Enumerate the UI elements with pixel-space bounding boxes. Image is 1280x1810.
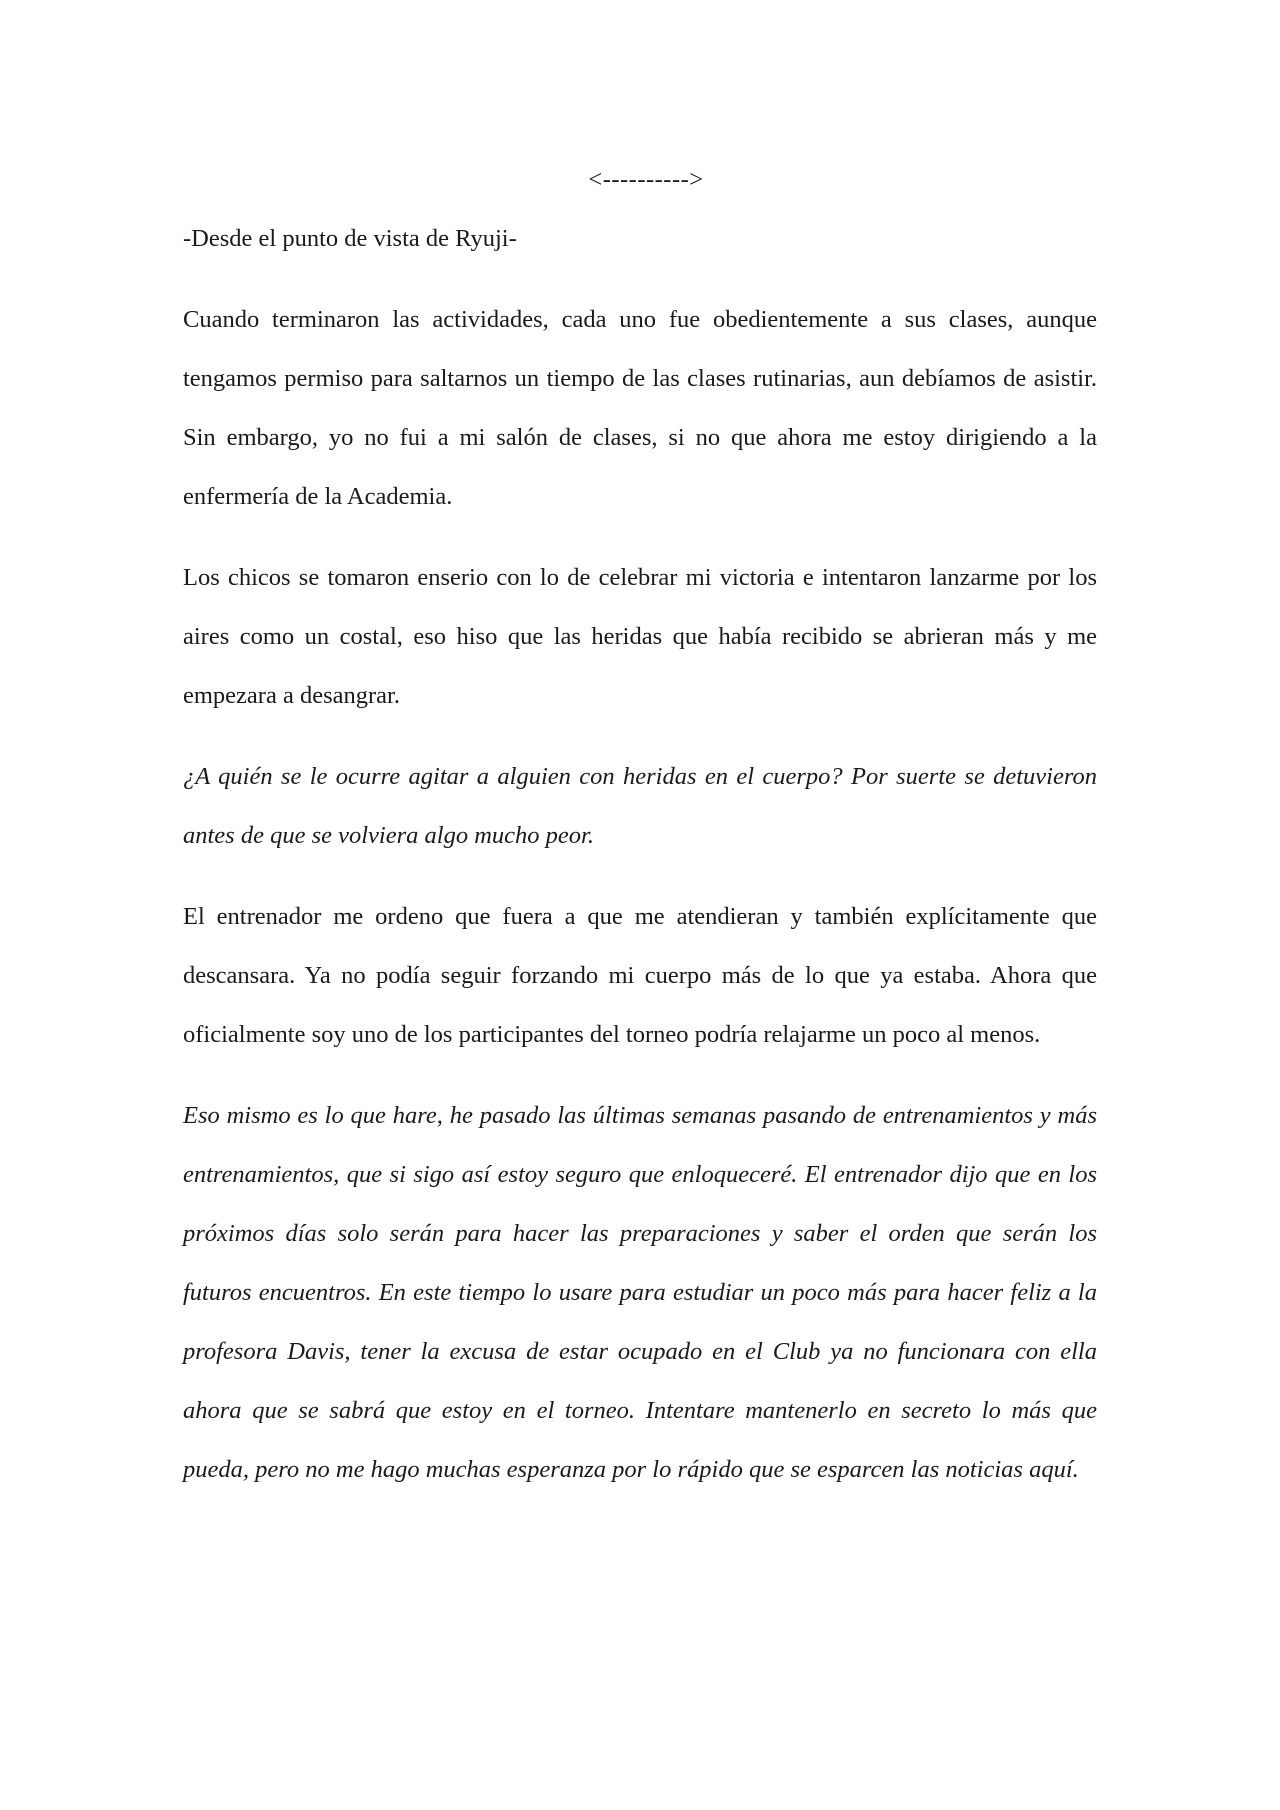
section-separator: <----------> (588, 166, 704, 193)
paragraph-2: Los chicos se tomaron enserio con lo de celebrar mi victoria e intentaron lanzarme por los aires como un costal, eso hiso que las heridas que había recibido se abrieran más y me empezara a desangrar. (183, 564, 1097, 709)
paragraph-1: Cuando terminaron las actividades, cada uno fue obedientemente a sus clases, aunque tengamos permiso para saltarnos un tiempo de las clases rutinarias, aun debíamos de asistir. Sin embargo, yo no fui a mi salón de clases, si no que ahora me estoy dirigiendo a la enfermería de la Academia. (183, 306, 1097, 510)
paragraph-4: El entrenador me ordeno que fuera a que me atendieran y también explícitamente que descansara. Ya no podía seguir forzando mi cuerpo más de lo que ya estaba. Ahora que oficialmente soy uno de los participantes del torneo podría relajarme un poco al menos. (183, 903, 1097, 1048)
paragraph-5-thought: Eso mismo es lo que hare, he pasado las últimas semanas pasando de entrenamientos y más entrenamientos, que si sigo así estoy seguro que enloqueceré. El entrenador dijo que en los próximos días solo serán para hacer las preparaciones y saber el orden que serán los futuros encuentros. En este tiempo lo usare para estudiar un poco más para hacer feliz a la profesora Davis, tener la excusa de estar ocupado en el Club ya no funcionara con ella ahora que se sabrá que estoy en el torneo. Intentare mantenerlo en secreto lo más que pueda, pero no me hago muchas esperanza por lo rápido que se esparcen las noticias aquí. (183, 1102, 1097, 1483)
section-heading: -Desde el punto de vista de Ryuji- (183, 225, 517, 252)
document-body (183, 150, 1097, 1521)
paragraph-3-thought: ¿A quién se le ocurre agitar a alguien con heridas en el cuerpo? Por suerte se detuvieron antes de que se volviera algo mucho peor. (183, 763, 1097, 849)
